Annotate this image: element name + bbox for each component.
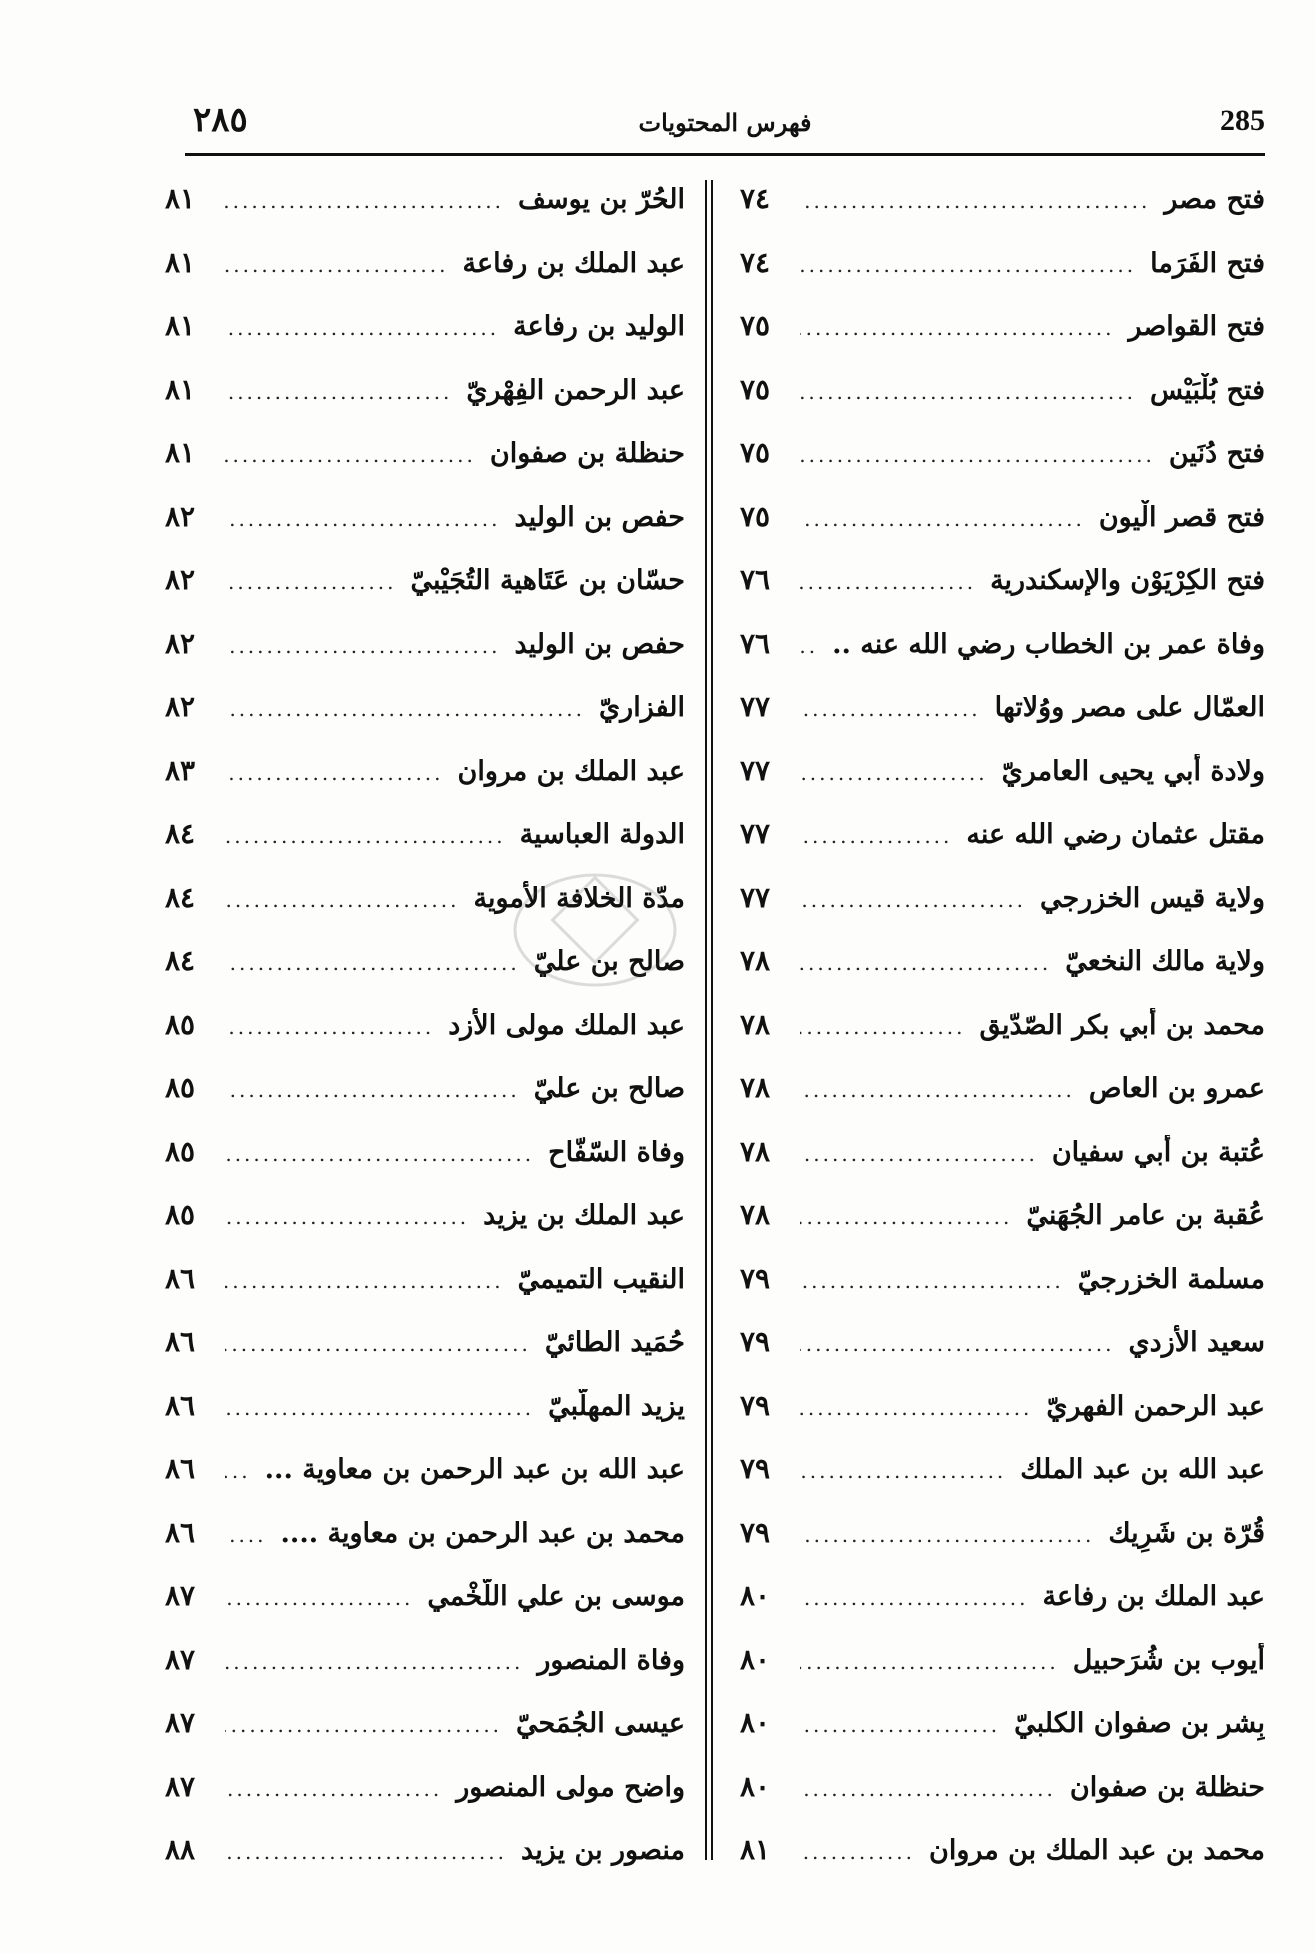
toc-right-entry bbox=[740, 944, 1265, 1008]
page-number-arabic: ٢٨٥ bbox=[193, 100, 248, 140]
dot-leader bbox=[800, 1396, 1032, 1420]
entry-title: حسّان بن عَتَاهية التُجَيْبيّ bbox=[410, 565, 685, 596]
entry-page-number: ٧٤ bbox=[740, 182, 771, 215]
toc-left-entry bbox=[165, 1135, 685, 1199]
entry-title: صالح بن عليّ bbox=[533, 946, 685, 977]
entry-page-number: ٨٦ bbox=[165, 1452, 196, 1485]
toc-right-entry bbox=[740, 754, 1265, 818]
dot-leader bbox=[800, 1015, 965, 1039]
toc-left-column bbox=[165, 182, 685, 1897]
entry-title: عبد الله بن عبد الملك bbox=[1020, 1454, 1265, 1485]
entry-title: عبد الملك بن يزيد bbox=[483, 1200, 685, 1231]
entry-title: العمّال على مصر ووُلاتها bbox=[994, 692, 1265, 723]
toc-left-entry bbox=[165, 500, 685, 564]
entry-title: حفص بن الوليد bbox=[514, 501, 685, 533]
entry-page-number: ٧٩ bbox=[740, 1388, 771, 1422]
toc-right-entry bbox=[740, 817, 1265, 881]
entry-page-number: ٧٨ bbox=[740, 1134, 771, 1168]
dot-leader bbox=[800, 253, 1136, 277]
entry-page-number: ٨٧ bbox=[165, 1642, 196, 1676]
entry-title: حفص بن الوليد bbox=[514, 628, 685, 660]
entry-page-number: ٨٦ bbox=[165, 1388, 196, 1422]
entry-page-number: ٨٥ bbox=[165, 1007, 196, 1041]
entry-title: الحُرّ بن يوسف bbox=[518, 184, 685, 215]
entry-page-number: ٨٣ bbox=[165, 753, 196, 787]
entry-page-number: ٧٨ bbox=[740, 1007, 771, 1041]
dot-leader bbox=[800, 1332, 1115, 1356]
toc-left-entry bbox=[165, 1643, 685, 1707]
entry-title: فتح الفَرَما bbox=[1150, 247, 1265, 279]
entry-page-number: ٧٥ bbox=[740, 436, 771, 469]
dot-leader bbox=[800, 189, 1150, 213]
dot-leader bbox=[225, 1459, 251, 1483]
entry-page-number: ٨٤ bbox=[165, 944, 196, 977]
dot-leader bbox=[225, 1713, 502, 1737]
toc-left-entry bbox=[165, 1008, 685, 1072]
entry-page-number: ٧٦ bbox=[740, 626, 771, 660]
dot-leader bbox=[225, 761, 444, 785]
toc-left-entry bbox=[165, 1071, 685, 1135]
dot-leader bbox=[800, 1586, 1029, 1610]
entry-page-number: ٨٠ bbox=[740, 1769, 771, 1803]
toc-left-entry bbox=[165, 1579, 685, 1643]
entry-page-number: ٨٨ bbox=[165, 1833, 196, 1866]
entry-page-number: ٨٠ bbox=[740, 1579, 771, 1612]
toc-left-entry bbox=[165, 1516, 685, 1580]
entry-title: أيوب بن شُرَحبيل bbox=[1072, 1644, 1265, 1676]
toc-right-entry bbox=[740, 1325, 1265, 1389]
entry-title: موسى بن علي اللّخْمي bbox=[427, 1581, 685, 1612]
entry-title: فتح قصر الْيون bbox=[1098, 501, 1265, 533]
entry-title: فتح بُلْبَيْس bbox=[1149, 374, 1265, 406]
dot-leader bbox=[800, 1205, 1012, 1229]
entry-title: منصور بن يزيد bbox=[521, 1835, 685, 1866]
entry-title: مدّة الخلافة الأموية bbox=[473, 882, 685, 914]
entry-title: وفاة المنصور bbox=[537, 1644, 685, 1676]
entry-title: فتح الكِرْيَوْن والإسكندرية bbox=[990, 565, 1265, 596]
toc-right-entry bbox=[740, 373, 1265, 437]
entry-page-number: ٨٢ bbox=[165, 499, 196, 533]
entry-page-number: ٨١ bbox=[165, 436, 196, 469]
toc-left-entry bbox=[165, 881, 685, 945]
toc-left-entry bbox=[165, 1770, 685, 1834]
toc-right-entry bbox=[740, 1579, 1265, 1643]
toc-left-entry bbox=[165, 627, 685, 691]
dot-leader bbox=[800, 380, 1136, 404]
entry-title: محمد بن عبد الرحمن بن معاوية .... bbox=[280, 1517, 685, 1549]
entry-title: فتح مصر bbox=[1164, 184, 1265, 215]
entry-page-number: ٨١ bbox=[165, 309, 196, 342]
entry-page-number: ٧٤ bbox=[740, 245, 771, 279]
dot-leader bbox=[225, 951, 520, 975]
dot-leader bbox=[800, 1269, 1064, 1293]
dot-leader bbox=[225, 1332, 531, 1356]
entry-page-number: ٨٤ bbox=[165, 880, 196, 914]
toc-right-entry bbox=[740, 309, 1265, 373]
entry-title: عبد الرحمن الفهريّ bbox=[1046, 1390, 1265, 1422]
toc-left-entry bbox=[165, 182, 685, 246]
entry-title: عمرو بن العاص bbox=[1088, 1073, 1265, 1104]
dot-leader bbox=[225, 1205, 469, 1229]
dot-leader bbox=[800, 697, 981, 721]
dot-leader bbox=[225, 1523, 267, 1547]
toc-right-entry bbox=[740, 1770, 1265, 1834]
entry-title: عبد الرحمن الفِهْريّ bbox=[466, 374, 685, 406]
entry-page-number: ٧٥ bbox=[740, 372, 771, 406]
dot-leader bbox=[225, 316, 499, 340]
entry-title: محمد بن أبي بكر الصّدّيق bbox=[979, 1009, 1265, 1041]
toc-left-entry bbox=[165, 246, 685, 310]
entry-title: فتح دُنَين bbox=[1168, 438, 1265, 469]
toc-right-entry bbox=[740, 1135, 1265, 1199]
entry-title: وفاة السّفّاح bbox=[548, 1136, 685, 1168]
toc-left-entry bbox=[165, 309, 685, 373]
entry-title: مقتل عثمان رضي الله عنه bbox=[966, 819, 1265, 850]
toc-left-entry bbox=[165, 817, 685, 881]
dot-leader bbox=[800, 1078, 1075, 1102]
entry-title: واضح مولى المنصور bbox=[456, 1771, 685, 1803]
dot-leader bbox=[800, 824, 952, 848]
dot-leader bbox=[225, 1142, 534, 1166]
entry-title: سعيد الأزدي bbox=[1128, 1327, 1265, 1358]
dot-leader bbox=[800, 1523, 1094, 1547]
toc-right-entry bbox=[740, 1071, 1265, 1135]
entry-page-number: ٧٥ bbox=[740, 499, 771, 533]
entry-page-number: ٧٩ bbox=[740, 1261, 771, 1295]
toc-left-entry bbox=[165, 1452, 685, 1516]
toc-right-entry bbox=[740, 436, 1265, 500]
page-title: فهرس المحتويات bbox=[638, 108, 812, 137]
toc-left-entry bbox=[165, 1198, 685, 1262]
entry-page-number: ٨٧ bbox=[165, 1579, 196, 1612]
entry-title: عُقبة بن عامر الجُهَنيّ bbox=[1026, 1200, 1265, 1231]
entry-page-number: ٧٧ bbox=[740, 817, 771, 850]
dot-leader bbox=[225, 1396, 534, 1420]
dot-leader bbox=[225, 697, 585, 721]
entry-page-number: ٨٠ bbox=[740, 1642, 771, 1676]
entry-title: ولاية قيس الخزرجي bbox=[1040, 882, 1265, 914]
dot-leader bbox=[800, 1777, 1056, 1801]
page-number-latin: 285 bbox=[1220, 104, 1265, 137]
entry-title: عبد الملك مولى الأزد bbox=[448, 1009, 685, 1041]
dot-leader bbox=[800, 1840, 915, 1864]
entry-page-number: ٧٧ bbox=[740, 753, 771, 787]
toc-right-entry bbox=[740, 1008, 1265, 1072]
dot-leader bbox=[225, 380, 452, 404]
entry-page-number: ٧٥ bbox=[740, 309, 771, 342]
toc-right-column bbox=[740, 182, 1265, 1897]
toc-left-entry bbox=[165, 373, 685, 437]
entry-page-number: ٨٥ bbox=[165, 1198, 196, 1231]
entry-page-number: ٧٩ bbox=[740, 1325, 771, 1358]
toc-right-entry bbox=[740, 1643, 1265, 1707]
dot-leader bbox=[800, 634, 818, 658]
dot-leader bbox=[800, 951, 1051, 975]
dot-leader bbox=[225, 443, 476, 467]
entry-title: الوليد بن رفاعة bbox=[513, 311, 685, 342]
dot-leader bbox=[225, 1840, 507, 1864]
dot-leader bbox=[225, 1269, 504, 1293]
entry-page-number: ٨١ bbox=[165, 245, 196, 279]
entry-page-number: ٨٦ bbox=[165, 1261, 196, 1295]
entry-title: عُتبة بن أبي سفيان bbox=[1051, 1136, 1265, 1168]
entry-page-number: ٨٢ bbox=[165, 563, 196, 596]
entry-title: ولاية مالك النخعيّ bbox=[1065, 946, 1265, 977]
toc-left-entry bbox=[165, 1833, 685, 1897]
entry-page-number: ٨٧ bbox=[165, 1706, 196, 1739]
entry-page-number: ٨١ bbox=[165, 182, 196, 215]
entry-page-number: ٨١ bbox=[165, 372, 196, 406]
toc-right-entry bbox=[740, 881, 1265, 945]
header-rule bbox=[185, 153, 1265, 156]
page-header bbox=[185, 100, 1265, 156]
dot-leader bbox=[800, 443, 1155, 467]
entry-page-number: ٧٨ bbox=[740, 1198, 771, 1231]
dot-leader bbox=[800, 1713, 1000, 1737]
entry-page-number: ٨١ bbox=[740, 1833, 771, 1866]
toc-right-entry bbox=[740, 690, 1265, 754]
dot-leader bbox=[225, 1650, 523, 1674]
dot-leader bbox=[800, 570, 976, 594]
toc-left-entry bbox=[165, 563, 685, 627]
dot-leader bbox=[800, 507, 1085, 531]
entry-title: حُمَيد الطائيّ bbox=[544, 1327, 685, 1358]
entry-page-number: ٨٢ bbox=[165, 626, 196, 660]
toc-left-entry bbox=[165, 1325, 685, 1389]
toc-left-entry bbox=[165, 436, 685, 500]
dot-leader bbox=[225, 570, 396, 594]
toc-right-entry bbox=[740, 1833, 1265, 1897]
toc-left-entry bbox=[165, 944, 685, 1008]
entry-page-number: ٨٠ bbox=[740, 1706, 771, 1739]
entry-page-number: ٧٦ bbox=[740, 563, 771, 596]
toc-right-entry bbox=[740, 627, 1265, 691]
toc-right-entry bbox=[740, 500, 1265, 564]
entry-title: النقيب التميميّ bbox=[517, 1263, 685, 1295]
dot-leader bbox=[225, 189, 504, 213]
entry-title: يزيد المهلّبيّ bbox=[548, 1390, 685, 1422]
toc-left-entry bbox=[165, 690, 685, 754]
toc-right-entry bbox=[740, 1262, 1265, 1326]
toc-left-entry bbox=[165, 754, 685, 818]
dot-leader bbox=[225, 1078, 520, 1102]
entry-page-number: ٨٦ bbox=[165, 1325, 196, 1358]
dot-leader bbox=[225, 824, 506, 848]
toc-right-entry bbox=[740, 1389, 1265, 1453]
toc-left-entry bbox=[165, 1389, 685, 1453]
entry-title: عبد الملك بن رفاعة bbox=[462, 247, 685, 279]
entry-title: عبد الملك بن رفاعة bbox=[1042, 1581, 1265, 1612]
dot-leader bbox=[225, 1015, 434, 1039]
entry-title: صالح بن عليّ bbox=[533, 1073, 685, 1104]
dot-leader bbox=[225, 888, 459, 912]
entry-title: قُرّة بن شَرِيك bbox=[1108, 1517, 1265, 1549]
toc-right-entry bbox=[740, 246, 1265, 310]
entry-page-number: ٧٧ bbox=[740, 880, 771, 914]
entry-page-number: ٨٧ bbox=[165, 1769, 196, 1803]
entry-page-number: ٧٩ bbox=[740, 1515, 771, 1549]
entry-page-number: ٧٨ bbox=[740, 1071, 771, 1104]
dot-leader bbox=[800, 316, 1114, 340]
dot-leader bbox=[800, 1142, 1038, 1166]
dot-leader bbox=[800, 761, 988, 785]
entry-title: عبد الله بن عبد الرحمن بن معاوية ... bbox=[264, 1454, 685, 1485]
entry-title: حنظلة بن صفوان bbox=[489, 438, 685, 469]
entry-title: عيسى الجُمَحيّ bbox=[516, 1708, 685, 1739]
dot-leader bbox=[225, 1586, 413, 1610]
entry-title: الفزاريّ bbox=[599, 692, 685, 723]
toc-right-entry bbox=[740, 1452, 1265, 1516]
dot-leader bbox=[800, 1650, 1059, 1674]
column-divider bbox=[705, 180, 713, 1860]
entry-page-number: ٧٩ bbox=[740, 1452, 771, 1485]
toc-right-entry bbox=[740, 1516, 1265, 1580]
dot-leader bbox=[225, 507, 500, 531]
entry-page-number: ٨٤ bbox=[165, 817, 196, 850]
entry-title: فتح القواصر bbox=[1128, 311, 1265, 342]
entry-title: محمد بن عبد الملك بن مروان bbox=[929, 1835, 1265, 1866]
entry-page-number: ٨٦ bbox=[165, 1515, 196, 1549]
toc-right-entry bbox=[740, 1198, 1265, 1262]
toc-right-entry bbox=[740, 182, 1265, 246]
entry-title: ولادة أبي يحيى العامريّ bbox=[1001, 755, 1265, 787]
entry-page-number: ٨٢ bbox=[165, 690, 196, 723]
toc-left-entry bbox=[165, 1706, 685, 1770]
entry-title: بِشر بن صفوان الكلبيّ bbox=[1014, 1708, 1265, 1739]
dot-leader bbox=[800, 888, 1026, 912]
toc-left-entry bbox=[165, 1262, 685, 1326]
dot-leader bbox=[225, 634, 500, 658]
entry-title: الدولة العباسية bbox=[519, 819, 685, 850]
entry-page-number: ٧٨ bbox=[740, 944, 771, 977]
entry-title: حنظلة بن صفوان bbox=[1069, 1771, 1265, 1803]
toc-right-entry bbox=[740, 563, 1265, 627]
dot-leader bbox=[225, 1777, 442, 1801]
dot-leader bbox=[800, 1459, 1006, 1483]
dot-leader bbox=[225, 253, 449, 277]
toc-right-entry bbox=[740, 1706, 1265, 1770]
entry-page-number: ٧٧ bbox=[740, 690, 771, 723]
entry-page-number: ٨٥ bbox=[165, 1134, 196, 1168]
entry-title: مسلمة الخزرجيّ bbox=[1077, 1263, 1265, 1295]
entry-page-number: ٨٥ bbox=[165, 1071, 196, 1104]
entry-title: وفاة عمر بن الخطاب رضي الله عنه .. bbox=[832, 628, 1265, 660]
entry-title: عبد الملك بن مروان bbox=[457, 755, 685, 787]
